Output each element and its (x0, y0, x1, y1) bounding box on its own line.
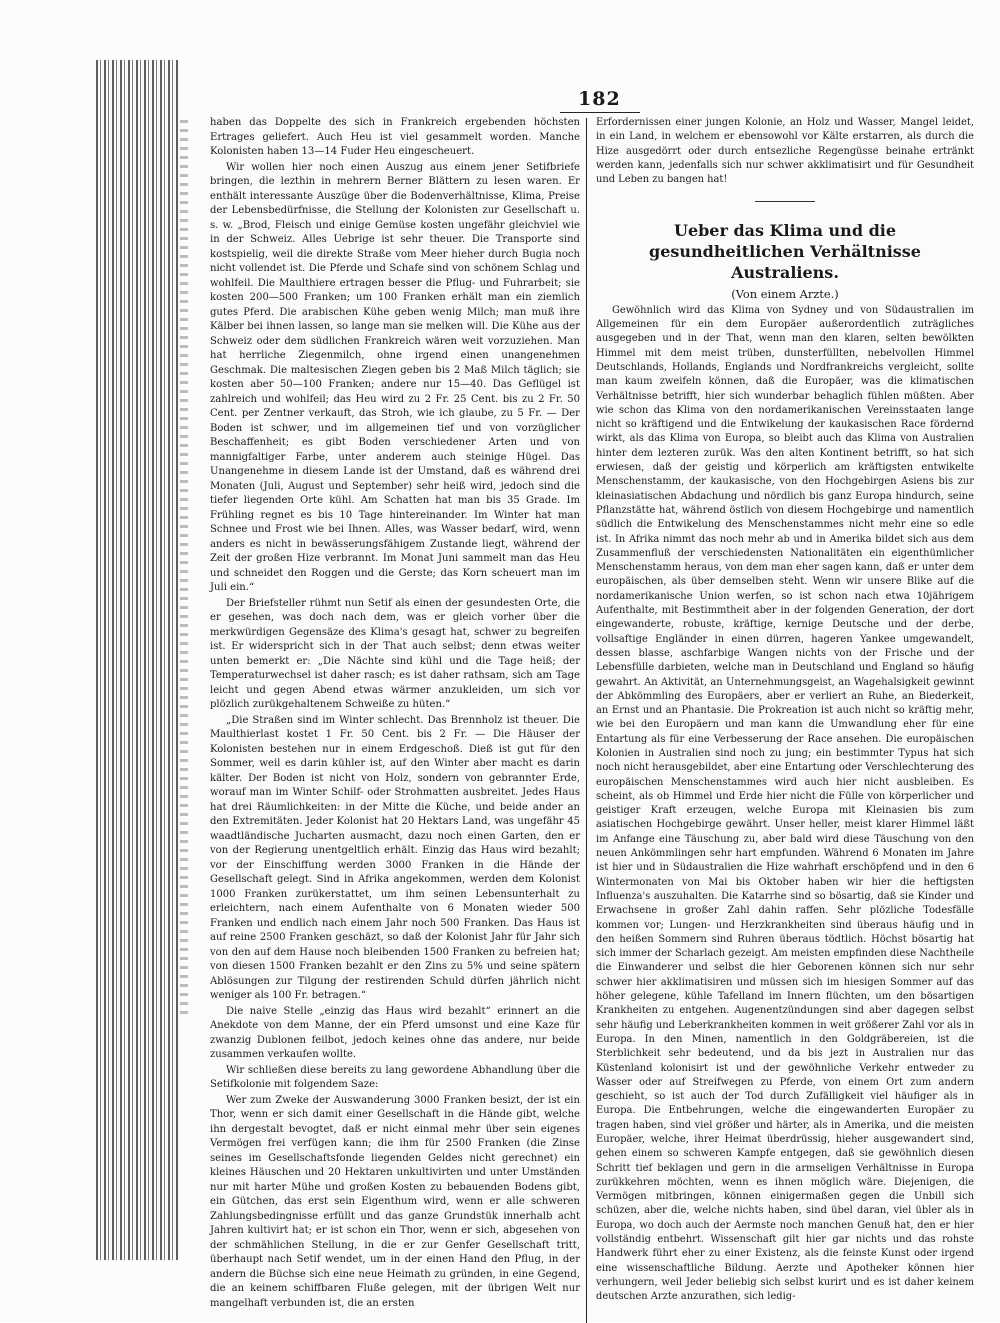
section-separator (755, 201, 815, 202)
binding-shadow (180, 120, 188, 1020)
left-column (210, 116, 580, 1312)
left-paragraph: Wer zum Zweke der Auswanderung 3000 Franken besizt, der ist ein Thor, wenn er sich damit einer Gesellschaft in die Hände gibt, welche ihn dergestalt bevogtet, daß er nicht einmal mehr über sein eigenes Vermögen frei verfügen kann; die ihm für 2500 Franken (die Zinse seines im Gesellschaftsfonde liegenden Geldes nicht gerechnet) ein kleines Häuschen und 20 Hektaren unkultivirten und unter Umständen nur mit harter Mühe und großen Kosten zu bebauenden Bodens gibt, ein Gütchen, das erst sein Eigenthum wird, wenn er alle schweren Zahlungsbedingnisse erfüllt und das ganze Grundstük innerhalb acht Jahren kultivirt hat; er ist schon ein Thor, wenn er sich, abgesehen von der schmählichen Stellung, in die er zur Genfer Gesellschaft tritt, überhaupt nach Setif wendet, um in der einen Hand den Pflug, in der andern die Büchse sich eine neue Heimath zu gründen, in eine Gegend, die an keinem schiffbaren Fluße gelegen, mit der übrigen Welt nur mangelhaft verbunden ist, die an ersten (210, 1094, 580, 1309)
left-paragraph: Der Briefsteller rühmt nun Setif als einen der gesundesten Orte, die er gesehen, was doch nach dem, was er gleich vorher über die merkwürdigen Gegensäze des Klima's gesagt hat, schwer zu begreifen ist. Er widerspricht sich in der That auch selbst; denn etwas weiter unten bemerkt er: „Die Nächte sind kühl und die Tage heiß; der Temperaturwechsel ist daher rasch; es ist daher rathsam, sich am Tage leicht und gegen Abend etwas wärmer anzukleiden, um sich vor plözlich zurükgehaltenem Schweiße zu hüten.“ (210, 597, 580, 710)
left-paragraph: Die naive Stelle „einzig das Haus wird bezahlt“ erinnert an die Anekdote von dem Manne, der ein Pferd umsonst und eine Kaze für zwanzig Dublonen feilbot, jedoch keines ohne das andere, nur beide zusammen verkaufen wollte. (210, 1005, 580, 1060)
column-divider (586, 118, 587, 1323)
left-paragraph: Wir wollen hier noch einen Auszug aus einem jener Setifbriefe bringen, die lezthin in mehrern Berner Blättern zu lesen waren. Er enthält interessante Auszüge über die Bodenverhältnisse, Klima, Preise der Lebensbedürfnisse, die Stellung der Kolonisten zur Gesellschaft u. s. w. „Brod, Fleisch und einige Gemüse kosten ungefähr gleichviel wie in der Schweiz. Alles Uebrige ist sehr theuer. Die Transporte sind kostspielig, weil die direkte Straße vom Meer hieher durch Bugia noch nicht vollendet ist. Die Pferde und Schafe sind von schönem Schlag und wohlfeil. Die Maulthiere ertragen besser die Pflug- und Fuhrarbeit; sie kosten 200—500 Franken; um 100 Franken erhält man ein ziemlich gutes Pferd. Die arabischen Kühe geben wenig Milch; man muß ihre Kälber bei ihnen lassen, so lange man sie melken will. Die Kühe aus der Schweiz oder dem südlichen Frankreich wären weit vorzuziehen. Man hat herrliche Ziegenmilch, ohne irgend einen unangenehmen Geschmak. Die maltesischen Ziegen geben bis 2 Maß Milch täglich; sie kosten aber 50—100 Franken; andere nur 15—40. Das Geflügel ist zahlreich und wohlfeil; das Heu wird zu 2 Fr. 25 Cent. bis zu 2 Fr. 50 Cent. per Zentner verkauft, das Stroh, wie ich glaube, zu 5 Fr. — Der Boden ist schwer, und im allgemeinen tief und von vorzüglicher Beschaffenheit; es gibt Boden verschiedener Arten und von mannigfaltiger Farbe, unter anderem auch steinige Hügel. Das Unangenehme in diesem Lande ist der Umstand, daß es während drei Monaten (Juli, August und September) sehr heiß wird, jedoch sind die tiefer liegenden Orte kühl. Am Schatten hat man bis 35 Grade. Im Frühling regnet es bis 10 Tage hintereinander. Im Winter hat man Schnee und Frost wie bei Ihnen. Alles, was Wasser bedarf, wird, wenn anders es nicht in bewässerungsfähigem Zustande liegt, während der Zeit der großen Hize verbrannt. Im Monat Juni sammelt man das Heu und schneidet den Roggen und die Gerste; das Korn scheuert man im Juli ein.“ (210, 161, 580, 593)
right-column (596, 116, 974, 1306)
page-number: 182 (578, 88, 621, 110)
page-number-rule (560, 112, 640, 113)
article-heading: Ueber das Klima und die gesundheitlichen Verhältnisse Australiens. (649, 221, 921, 283)
right-paragraph: Gewöhnlich wird das Klima von Sydney und von Südaustralien im Allgemeinen für ein dem Europäer außerordentlich zuträgliches ausgegeben und in der That, wenn man den klaren, selten bewölkten Himmel mit dem meist trüben, dunsterfüllten, nebelvollen Himmel Deutschlands, Hollands, Englands und Nordfrankreichs vergleicht, sollte man kaum zweifeln können, daß die Europäer, was die klimatischen Verhältnisse betrifft, hier sich wunderbar behaglich fühlen müßten. Aber wie schon das Klima von den nordamerikanischen Vereinsstaaten lange nicht so kräftigend und die Entwikelung der kaukasischen Race fördernd wirkt, als das Klima von Europa, so bleibt auch das Klima von Australien hinter dem lezteren zurük. Was den alten Kontinent betrifft, so hat sich erwiesen, daß der geistig und körperlich am kräftigsten entwikelte Menschenstamm, der kaukasische, von den Hochgebirgen Asiens bis zur kleinasiatischen Abdachung und nördlich bis ganz Europa hindurch, seine Pflanzstätte hat, während östlich von diesem Hochgebirge und namentlich südlich die Entwikelung des Menschenstammes nicht mehr eine so edle ist. In Afrika nimmt das noch mehr ab und in Amerika bildet sich aus dem Zusammenfluß der verschiedensten Nationalitäten ein eigenthümlicher Menschenstamm heraus, von dem man eher sagen kann, daß er unter dem europäischen, als über demselben steht. Wenn wir unsere Blike auf die nordamerikanische Union werfen, so ist schon nach etwa 10jährigem Aufenthalte, mit Bestimmtheit aber in der folgenden Generation, der dort eingewanderte, robuste, kräftige, kernige Deutsche und der derbe, vollsaftige Engländer in einen dürren, hageren Yankee umgewandelt, dessen blasse, aschfarbige Wangen nichts von der Frische und der Lebensfülle darbieten, welche man in Deutschland und England so häufig gewahrt. An Aktivität, an Unternehmungsgeist, an Wagehalsigkeit gewinnt der Abkömmling des Europäers, aber er verliert an Ruhe, an Biederkeit, an Ernst und an Phantasie. Die Prokreation ist auch nicht so kräftig mehr, wie bei den Europäern und man kann die Umwandlung eher für eine Entartung als für eine Verbesserung der Race ansehen. Die europäischen Kolonien in Australien sind noch zu jung; ein bestimmter Typus hat sich noch nicht herausgebildet, aber eine Entartung oder Verschlechterung des europäischen Menschenstammes wird auch hier nicht ausbleiben. Es scheint, als ob Himmel und Erde hier nicht die Fülle von körperlicher und geistiger Kraft erzeugen, welche Europa mit Kleinasien bis zum asiatischen Hochgebirge gewährt. Unser heller, meist klarer Himmel läßt im Anfange eine Täuschung zu, aber bald wird diese Täuschung von den neuen Ankömmlingen sehr hart empfunden. Während 6 Monaten im Jahre ist hier und in Südaustralien die Hize wahrhaft erschöpfend und in den 6 Wintermonaten von Mai bis Oktober haben wir hier die heftigsten Influenza's auszuhalten. Die Katarrhe sind so bösartig, daß sie Kinder und Erwachsene in großer Zahl dahin raffen. Sehr plözliche Todesfälle kommen vor; Lungen- und Herzkrankheiten sind überaus häufig und in den heißen Sommern sind Ruhren überaus tödtlich. Höchst bösartig hat sich immer der Scharlach gezeigt. Am meisten empfinden diese Nachtheile die Einwanderer und selbst die hier Geborenen können sich nur sehr schwer hier akklimatisiren und müssen sich im hiesigen Sommer auf das höher gelegene, kühle Tafelland im Innern flüchten, um den bösartigen Krankheiten zu entgehen. Augenentzündungen sind aber dagegen selbst sehr häufig und Leberkrankheiten kommen in weit größerer Zahl vor als in Europa. In den Minen, namentlich in den Goldgräbereien, ist die Sterblichkeit sehr bedeutend, und da bis jezt in Australien nur das Küstenland kolonisirt ist und der gewöhnliche Verkehr entweder zu Wasser oder auf Streifwegen zu Pferde, von einem Ort zum andern geschieht, so ist auch der Tod durch Zufälligkeit viel häufiger als in Europa. Die Entbehrungen, welche die eingewanderten Europäer zu tragen haben, sind viel größer und härter, als in Amerika, und die meisten Europäer, welche, ihrer Heimat überdrüssig, hieher ausgewandert sind, gehen einem so schweren Kampfe entgegen, daß sie gewöhnlich diesen Schritt tief beklagen und gern in die armseligen Verhältnisse in Europa zurükkehren möchten, wenn es ihnen möglich wäre. Diejenigen, die Vermögen mitbringen, können einigermaßen gegen die Unbill sich schüzen, aber die, welche nichts haben, sind übel daran, viel übler als in Europa, wo doch auch der Aermste noch manchen Genuß hat, den er hier vollständig entbehrt. Wissenschaft gilt hier gar nichts und das rohste Handwerk führt eher zu einer Existenz, als die feinste Kunst oder irgend eine wissenschaftliche Bildung. Aerzte und Apotheker können hier verhungern, weil Jeder beliebig sich selbst kurirt und es ist daher keinem deutschen Arzte anzurathen, sich ledig- (596, 304, 974, 1303)
left-paragraph: haben das Doppelte des sich in Frankreich ergebenden höchsten Ertrages geliefert. Auch Heu ist viel gesammelt worden. Manche Kolonisten haben 13—14 Fuder Heu eingescheuert. (210, 117, 580, 157)
binding-edge (96, 60, 180, 1260)
article-byline: (Von einem Arzte.) (731, 287, 839, 302)
right-paragraph-continued: Erfordernissen einer jungen Kolonie, an Holz und Wasser, Mangel leidet, in ein Land, in welchem er ebensowohl vor Kälte erstarren, als durch die Hize ausgedörrt oder durch entsezliche Regengüsse beinahe ertränkt werden kann, jedenfalls sich nur schwer akklimatisirt und für Gesundheit und Leben zu bangen hat! (596, 117, 974, 186)
left-paragraph: Wir schließen diese bereits zu lang gewordene Abhandlung über die Setifkolonie mit folgendem Saze: (210, 1064, 580, 1090)
left-paragraph: „Die Straßen sind im Winter schlecht. Das Brennholz ist theuer. Die Maulthierlast kostet 1 Fr. 50 Cent. bis 2 Fr. — Die Häuser der Kolonisten bestehen nur in einem Erdgeschoß. Dieß ist gut für den Sommer, weil es darin kühler ist, auf den Winter aber macht es darin kälter. Der Boden ist nicht von Holz, sondern von gebrannter Erde, worauf man im Winter Schilf- oder Strohmatten ausbreitet. Jedes Haus hat drei Räumlichkeiten: in der Mitte die Küche, und beide ander an den Extremitäten. Jeder Kolonist hat 20 Hektars Land, was ungefähr 45 waadtländische Jucharten ausmacht, dazu noch einen Garten, den er von der Regierung unentgeltlich erhält. Einzig das Haus wird bezahlt; vor der Einschiffung werden 3000 Franken in die Hände der Gesellschaft gelegt. Sind in Afrika angekommen, werden dem Kolonist 1000 Franken zurükerstattet, um ihm seinen Lebensunterhalt zu erleichtern, nach einem Aufenthalte von 6 Monaten wieder 500 Franken und endlich nach einem Jahr noch 500 Franken. Das Haus ist auf reine 2500 Franken geschäzt, so daß der Kolonist Jahr für Jahr sich von den auf dem Hause noch bleibenden 1500 Franken zu befreien hat; von diesen 1500 Franken bezahlt er den Zins zu 5% und seine spätern Ablösungen zur Tilgung der restirenden Schuld dürfen jährlich nicht weniger als 100 Fr. betragen.“ (210, 714, 580, 1001)
